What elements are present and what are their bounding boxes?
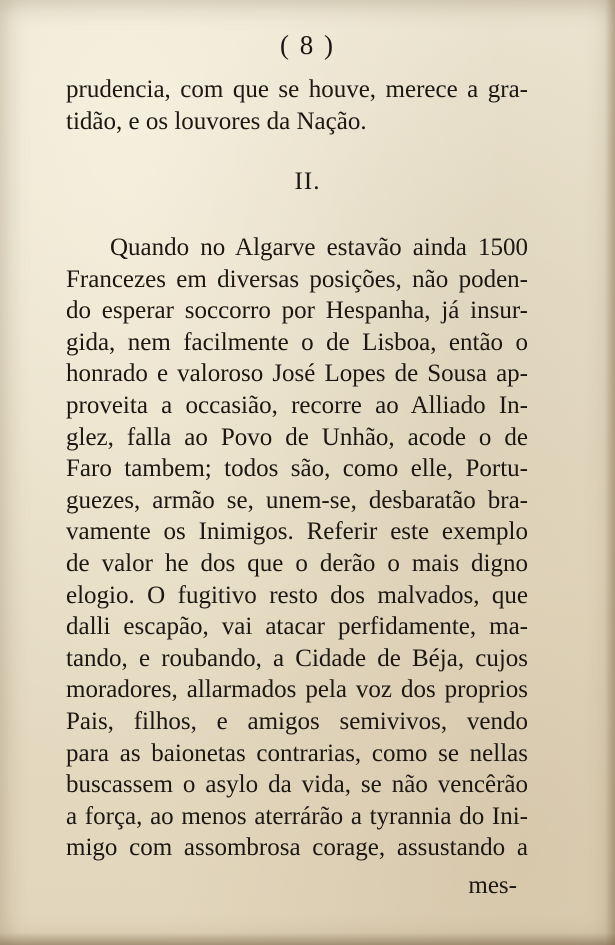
text-line: honrado e valoroso José Lopes de Sousa ap-: [66, 360, 528, 388]
text-line: guezes, armão se, unem-se, desbaratão bra-: [66, 486, 528, 514]
text-line: do esperar soccorro por Hespanha, já insur-: [66, 297, 528, 325]
text-line: tidão, e os louvores da Nação.: [66, 107, 367, 135]
text-line: gida, nem facilmente o de Lisboa, então o: [66, 328, 528, 356]
text-line: tando, e roubando, a Cidade de Béja, cujos: [66, 644, 528, 672]
text-line: a força, ao menos aterrárão a tyrannia do Ini-: [66, 802, 528, 830]
text-line: proveita a occasião, recorre ao Alliado In-: [66, 391, 528, 419]
text-line: de valor he dos que o derão o mais digno: [66, 549, 528, 577]
paragraph-top: [66, 74, 528, 137]
text-line: migo com assombrosa corage, assustando a: [66, 834, 528, 862]
text-line: para as baionetas contrarias, como se nellas: [66, 739, 528, 767]
paragraph-main: [66, 232, 528, 864]
text-line: Francezes em diversas posições, não poden-: [66, 265, 528, 293]
text-line: dalli escapão, vai atacar perfidamente, ma-: [66, 613, 528, 641]
text-line: Quando no Algarve estavão ainda 1500: [110, 234, 528, 261]
text-line: elogio. O fugitivo resto dos malvados, que: [66, 581, 528, 609]
page-number: ( 8 ): [280, 30, 335, 60]
text-line: prudencia, com que se houve, merece a gra-: [66, 76, 528, 103]
text-line: Pais, filhos, e amigos semivivos, vendo: [66, 707, 528, 735]
text-line: moradores, allarmados pela voz dos proprios: [66, 676, 528, 704]
page-edge-shadow-right: [605, 0, 615, 945]
text-line: vamente os Inimigos. Referir este exemplo: [66, 518, 528, 546]
section-heading: II.: [294, 168, 321, 195]
page-edge-shadow-bottom: [0, 933, 615, 945]
text-line: glez, falla ao Povo de Unhão, acode o de: [66, 423, 528, 451]
catchword: mes-: [468, 872, 517, 899]
text-line: buscassem o asylo da vida, se não vencêrão: [66, 771, 528, 799]
text-line: Faro tambem; todos são, como elle, Portu-: [66, 455, 528, 483]
